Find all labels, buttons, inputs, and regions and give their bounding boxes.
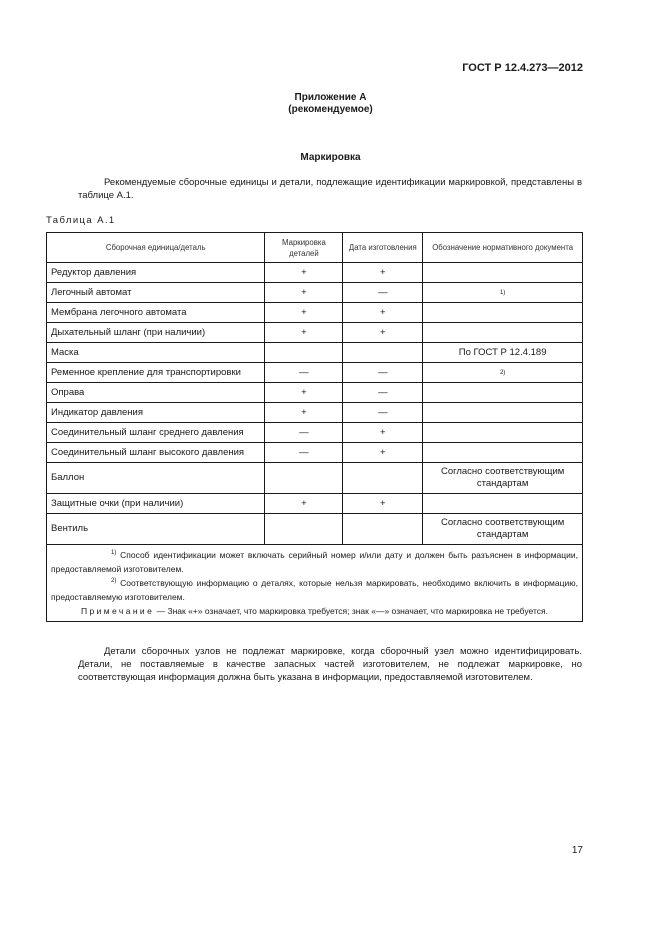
table-row [47, 423, 583, 443]
cell-doc [423, 494, 583, 514]
cell-unit: Оправа [47, 383, 265, 403]
cell-marking: + [265, 263, 343, 283]
cell-marking [265, 463, 343, 494]
cell-doc [423, 403, 583, 423]
cell-date: — [343, 363, 423, 383]
cell-doc: Согласно соответствующим стандартам [423, 514, 583, 545]
cell-unit: Легочный автомат [47, 283, 265, 303]
cell-unit: Вентиль [47, 514, 265, 545]
table-row [47, 323, 583, 343]
cell-unit: Защитные очки (при наличии) [47, 494, 265, 514]
cell-doc [423, 263, 583, 283]
page-number: 17 [571, 845, 583, 856]
cell-doc: 2) [423, 363, 583, 383]
cell-marking: + [265, 303, 343, 323]
note-text: — Знак «+» означает, что маркировка требуется; знак «—» означает, что маркировка не требуется. [156, 606, 548, 616]
table-row [47, 514, 583, 545]
table-row [47, 363, 583, 383]
cell-doc: 1) [423, 283, 583, 303]
cell-marking [265, 343, 343, 363]
cell-date: + [343, 423, 423, 443]
table-row [47, 343, 583, 363]
cell-doc [423, 443, 583, 463]
table-note [51, 605, 578, 617]
table-row [47, 463, 583, 494]
cell-date: — [343, 283, 423, 303]
cell-marking: + [265, 383, 343, 403]
cell-marking [265, 514, 343, 545]
closing-paragraph: Детали сборочных узлов не подлежат маркировке, когда сборочный узел можно идентифицировать. Детали, не поставляемые в качестве запасных частей изготовителем, не подлежат маркировке, но соответствующая информация должна быть указана в информации, предоставляемой изготовителем. [78, 646, 582, 683]
footnotes-cell [47, 545, 583, 622]
cell-date: — [343, 383, 423, 403]
cell-unit: Баллон [47, 463, 265, 494]
table-row [47, 283, 583, 303]
cell-date: — [343, 403, 423, 423]
footnote-1-text: Способ идентификации может включать серийный номер и/или дату и должен быть разъяснен в информации, предоставляемой изготовителем. [51, 550, 578, 574]
cell-doc: Согласно соответствующим стандартам [423, 463, 583, 494]
cell-unit: Соединительный шланг высокого давления [47, 443, 265, 463]
cell-date: + [343, 323, 423, 343]
cell-doc [423, 323, 583, 343]
cell-unit: Индикатор давления [47, 403, 265, 423]
cell-doc: По ГОСТ Р 12.4.189 [423, 343, 583, 363]
cell-date [343, 514, 423, 545]
appendix-title: Приложение А [294, 92, 367, 103]
footnote-2-text: Соответствующую информацию о деталях, которые нельзя маркировать, необходимо включить в информацию, предоставляемую изготовителем. [51, 578, 578, 602]
cell-marking: + [265, 403, 343, 423]
appendix-heading [0, 92, 661, 116]
cell-unit: Маска [47, 343, 265, 363]
footnotes-row [47, 545, 583, 622]
cell-date: + [343, 303, 423, 323]
cell-unit: Дыхательный шланг (при наличии) [47, 323, 265, 343]
cell-marking: + [265, 494, 343, 514]
header-marking: Маркировка деталей [265, 233, 343, 263]
table-row [47, 494, 583, 514]
cell-date [343, 343, 423, 363]
table-row [47, 443, 583, 463]
cell-marking: — [265, 443, 343, 463]
table-header-row [47, 233, 583, 263]
standard-designation: ГОСТ Р 12.4.273—2012 [462, 62, 583, 74]
cell-doc [423, 303, 583, 323]
footnote-2 [51, 577, 578, 603]
intro-paragraph: Рекомендуемые сборочные единицы и детали, подлежащие идентификации маркировкой, представлены в таблице А.1. [78, 177, 582, 201]
table-row [47, 263, 583, 283]
header-doc: Обозначение нормативного документа [423, 233, 583, 263]
cell-date: + [343, 263, 423, 283]
footnote-2-mark: 2) [111, 578, 117, 584]
cell-marking: — [265, 363, 343, 383]
cell-date: + [343, 494, 423, 514]
header-unit: Сборочная единица/деталь [47, 233, 265, 263]
marking-table [46, 232, 583, 622]
note-label: Примечание [81, 606, 155, 616]
table-row [47, 303, 583, 323]
cell-date: + [343, 443, 423, 463]
footnote-1 [51, 549, 578, 575]
table-caption: Таблица А.1 [46, 215, 116, 226]
cell-unit: Мембрана легочного автомата [47, 303, 265, 323]
cell-unit: Редуктор давления [47, 263, 265, 283]
section-title: Маркировка [300, 152, 361, 163]
cell-marking: — [265, 423, 343, 443]
cell-unit: Соединительный шланг среднего давления [47, 423, 265, 443]
cell-unit: Ременное крепление для транспортировки [47, 363, 265, 383]
footnote-1-mark: 1) [111, 550, 117, 556]
cell-marking: + [265, 283, 343, 303]
cell-doc [423, 383, 583, 403]
table-row [47, 403, 583, 423]
header-date: Дата изготовления [343, 233, 423, 263]
cell-doc [423, 423, 583, 443]
table-row [47, 383, 583, 403]
appendix-subtitle: (рекомендуемое) [288, 104, 373, 115]
cell-marking: + [265, 323, 343, 343]
cell-date [343, 463, 423, 494]
